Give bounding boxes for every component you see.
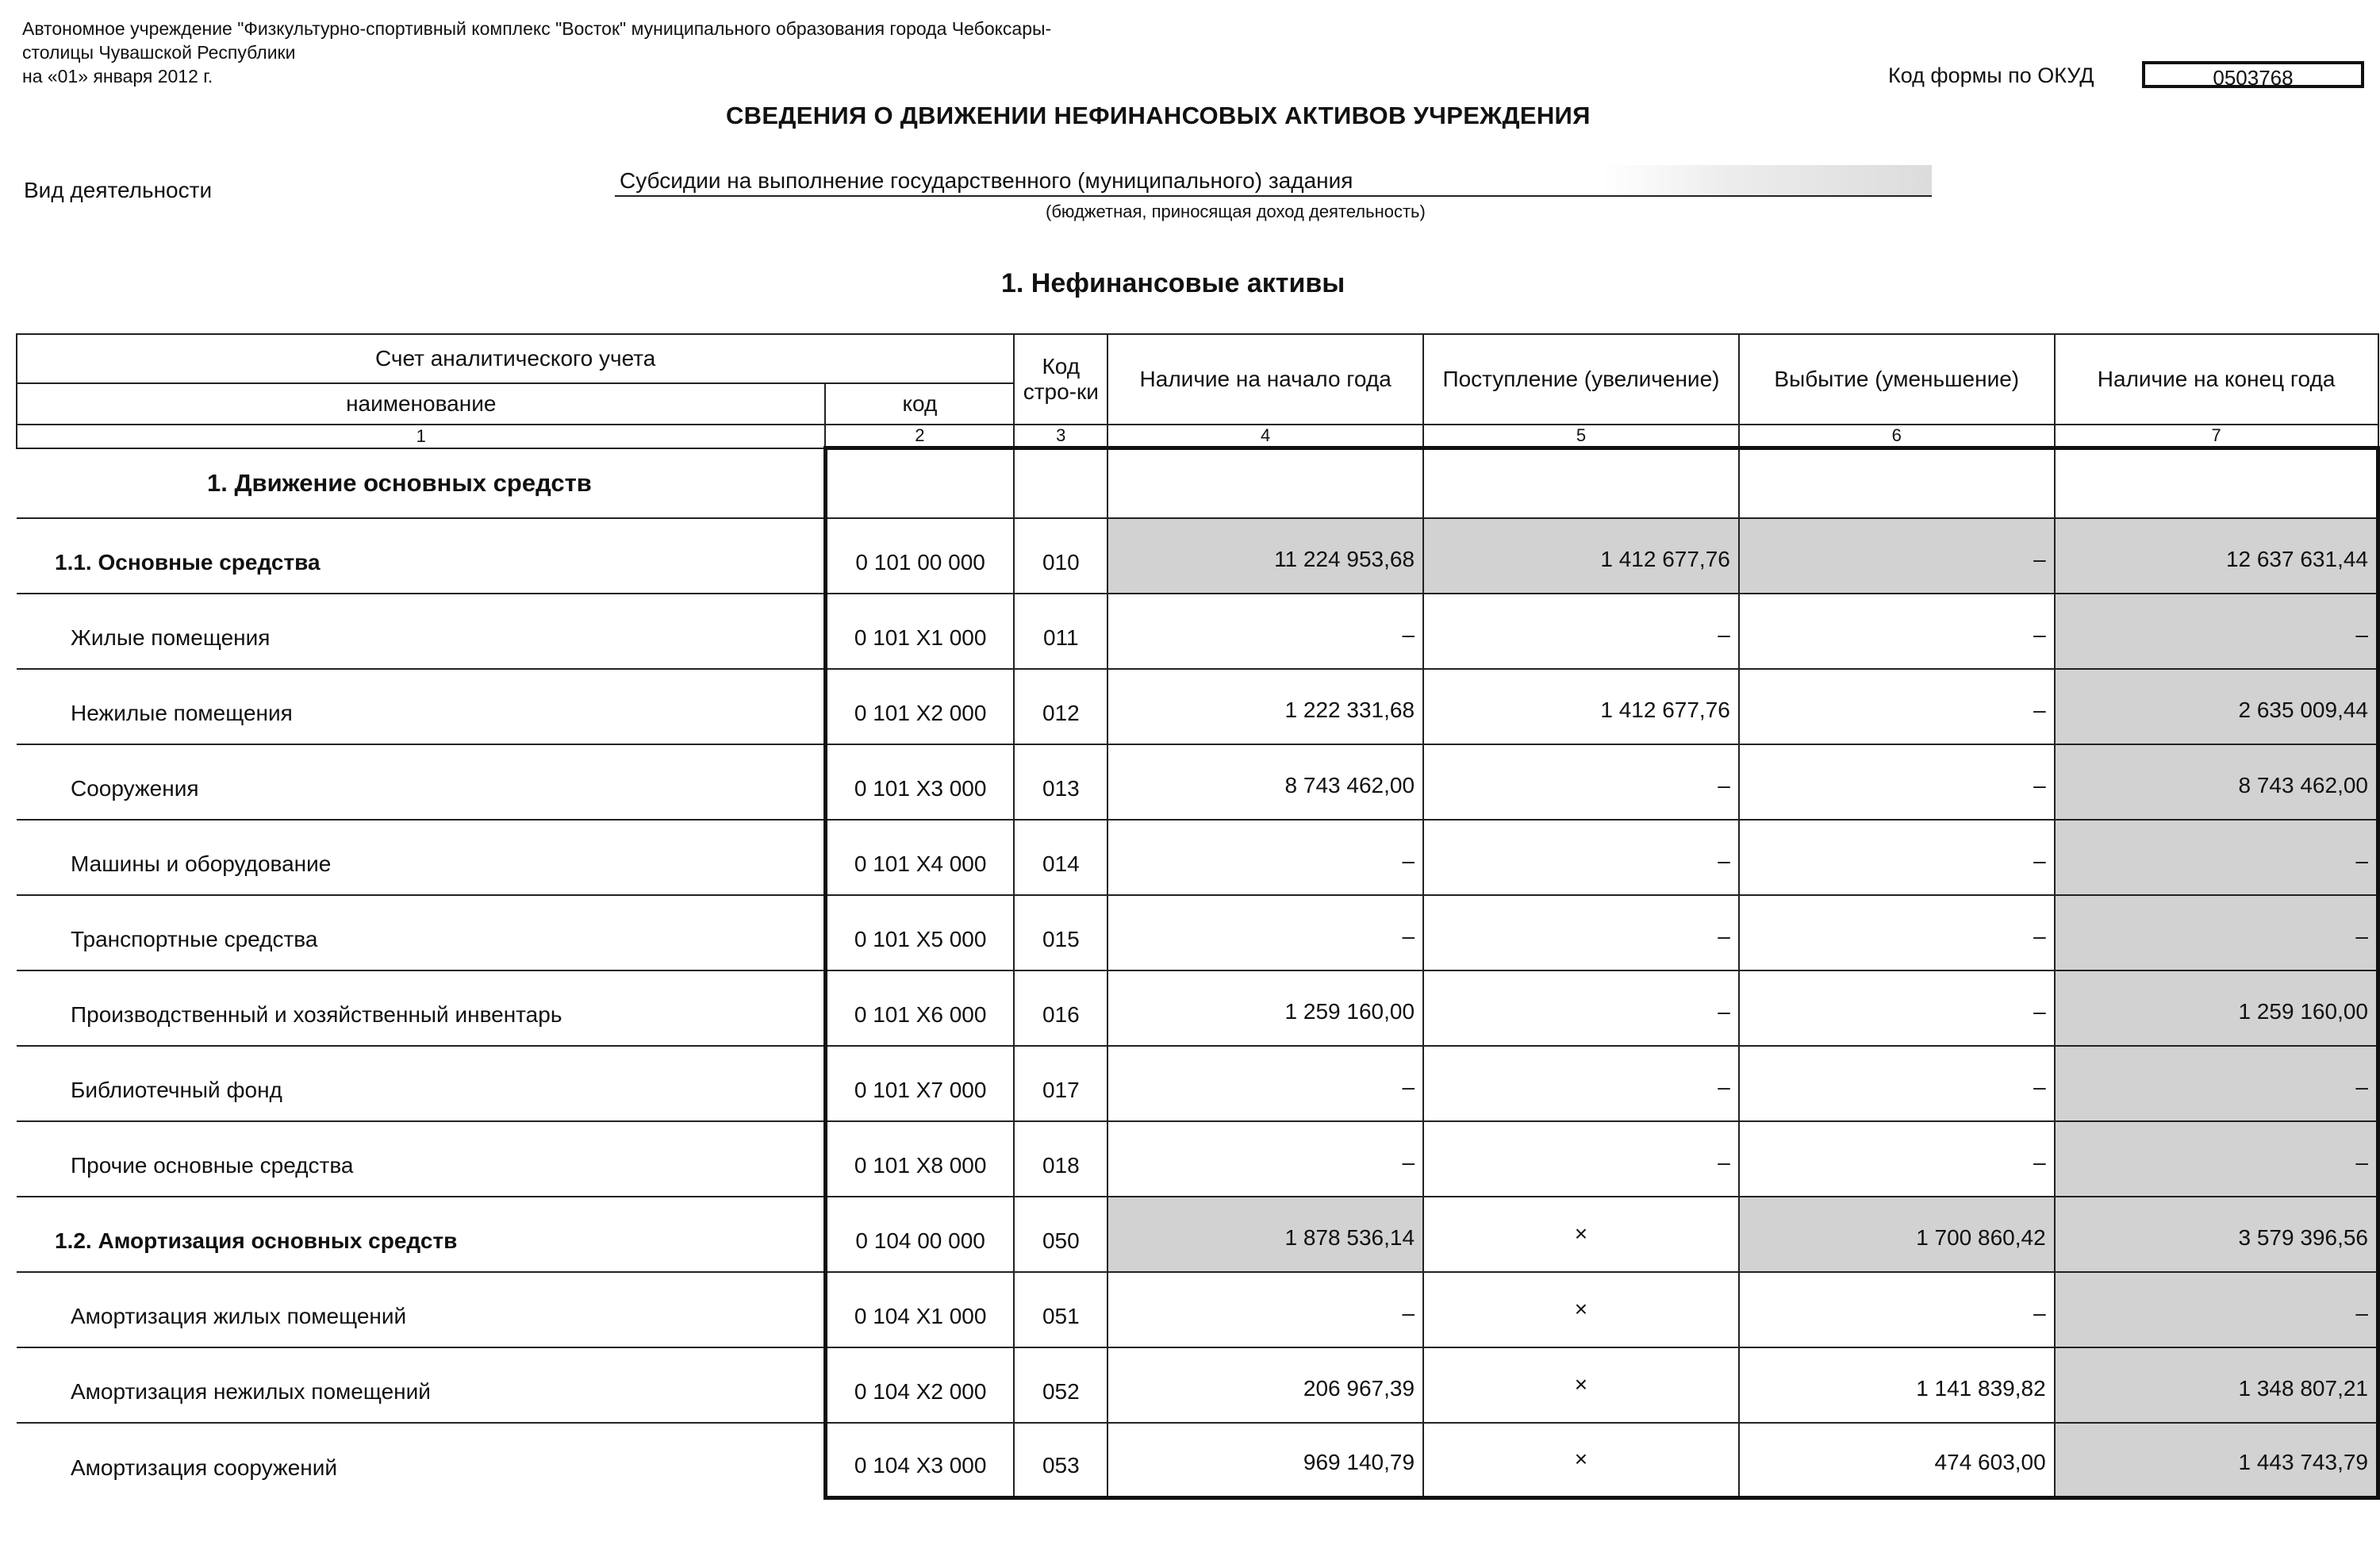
row-line: 014 xyxy=(1014,820,1107,895)
row-income: – xyxy=(1423,594,1739,669)
row-outgo: – xyxy=(1739,594,2055,669)
row-end: – xyxy=(2055,1121,2378,1197)
col-number: 2 xyxy=(825,425,1014,448)
row-income: × xyxy=(1423,1197,1739,1272)
okud-label: Код формы по ОКУД xyxy=(1888,63,2094,87)
table-row xyxy=(17,669,2378,744)
header-outgo: Выбытие (уменьшение) xyxy=(1739,334,2055,425)
col-number: 6 xyxy=(1739,425,2055,448)
row-outgo: – xyxy=(1739,744,2055,820)
row-code: 0 104 X3 000 xyxy=(825,1423,1014,1498)
row-line: 018 xyxy=(1014,1121,1107,1197)
row-name: Жилые помещения xyxy=(17,594,825,669)
row-name: Производственный и хозяйственный инвентарь xyxy=(17,970,825,1046)
col-number: 3 xyxy=(1014,425,1107,448)
row-income: – xyxy=(1423,820,1739,895)
row-line: 011 xyxy=(1014,594,1107,669)
row-name: Транспортные средства xyxy=(17,895,825,970)
activity-label: Вид деятельности xyxy=(24,178,213,202)
row-begin: – xyxy=(1107,1046,1423,1121)
row-outgo: 1 700 860,42 xyxy=(1739,1197,2055,1272)
row-name: Амортизация жилых помещений xyxy=(17,1272,825,1347)
row-begin: 1 878 536,14 xyxy=(1107,1197,1423,1272)
activity-value: Субсидии на выполнение государственного (муниципального) задания xyxy=(615,165,1932,197)
report-date: на «01» января 2012 г. xyxy=(22,66,213,86)
row-begin: – xyxy=(1107,594,1423,669)
table-row xyxy=(17,518,2378,594)
row-end: – xyxy=(2055,1046,2378,1121)
row-end: 1 348 807,21 xyxy=(2055,1347,2378,1423)
row-end: – xyxy=(2055,594,2378,669)
row-begin: – xyxy=(1107,820,1423,895)
row-code: 0 101 X4 000 xyxy=(825,820,1014,895)
row-income: – xyxy=(1423,1046,1739,1121)
row-line: 050 xyxy=(1014,1197,1107,1272)
okud-code-box: 0503768 xyxy=(2142,61,2364,88)
row-code: 0 101 X1 000 xyxy=(825,594,1014,669)
row-end: – xyxy=(2055,895,2378,970)
row-end: – xyxy=(2055,820,2378,895)
row-line: 015 xyxy=(1014,895,1107,970)
row-line: 013 xyxy=(1014,744,1107,820)
row-begin: 206 967,39 xyxy=(1107,1347,1423,1423)
row-code: 0 104 X1 000 xyxy=(825,1272,1014,1347)
row-begin: 1 259 160,00 xyxy=(1107,970,1423,1046)
header-income: Поступление (увеличение) xyxy=(1423,334,1739,425)
section-title: 1. Нефинансовые активы xyxy=(1001,268,1345,298)
section-movement-title: 1. Движение основных средств xyxy=(17,448,825,518)
row-income: 1 412 677,76 xyxy=(1423,518,1739,594)
row-name: Амортизация сооружений xyxy=(17,1423,825,1498)
row-line: 016 xyxy=(1014,970,1107,1046)
row-begin: 11 224 953,68 xyxy=(1107,518,1423,594)
row-income: 1 412 677,76 xyxy=(1423,669,1739,744)
row-name: Сооружения xyxy=(17,744,825,820)
row-outgo: – xyxy=(1739,1272,2055,1347)
header-begin: Наличие на начало года xyxy=(1107,334,1423,425)
row-outgo: 1 141 839,82 xyxy=(1739,1347,2055,1423)
row-line: 010 xyxy=(1014,518,1107,594)
row-income: – xyxy=(1423,895,1739,970)
header-name: наименование xyxy=(17,383,825,425)
row-line: 012 xyxy=(1014,669,1107,744)
header-end: Наличие на конец года xyxy=(2055,334,2378,425)
row-end: 1 443 743,79 xyxy=(2055,1423,2378,1498)
row-name: Библиотечный фонд xyxy=(17,1046,825,1121)
row-code: 0 101 X5 000 xyxy=(825,895,1014,970)
table-row xyxy=(17,895,2378,970)
activity-hint: (бюджетная, приносящая доход деятельность) xyxy=(1046,202,1426,221)
row-name: 1.1. Основные средства xyxy=(17,518,825,594)
org-name-line1: Автономное учреждение "Физкультурно-спортивный комплекс "Восток" муниципального образования города Чебоксары- xyxy=(22,18,1052,39)
row-outgo: 474 603,00 xyxy=(1739,1423,2055,1498)
row-code: 0 101 X8 000 xyxy=(825,1121,1014,1197)
row-code: 0 101 X6 000 xyxy=(825,970,1014,1046)
row-code: 0 101 X2 000 xyxy=(825,669,1014,744)
row-name: Амортизация нежилых помещений xyxy=(17,1347,825,1423)
nonfinancial-assets-table xyxy=(16,333,2380,1500)
table-row xyxy=(17,1197,2378,1272)
row-end: 2 635 009,44 xyxy=(2055,669,2378,744)
table-row xyxy=(17,744,2378,820)
table-row xyxy=(17,1272,2378,1347)
table-row xyxy=(17,970,2378,1046)
row-income: – xyxy=(1423,970,1739,1046)
row-end: 3 579 396,56 xyxy=(2055,1197,2378,1272)
table-row xyxy=(17,1423,2378,1498)
row-code: 0 104 00 000 xyxy=(825,1197,1014,1272)
row-outgo: – xyxy=(1739,970,2055,1046)
header-line-code: Код стро-ки xyxy=(1014,334,1107,425)
table-row xyxy=(17,820,2378,895)
col-number: 4 xyxy=(1107,425,1423,448)
row-line: 052 xyxy=(1014,1347,1107,1423)
col-number: 1 xyxy=(17,425,825,448)
row-outgo: – xyxy=(1739,1046,2055,1121)
row-end: 8 743 462,00 xyxy=(2055,744,2378,820)
table-row xyxy=(17,1046,2378,1121)
row-begin: – xyxy=(1107,1272,1423,1347)
row-name: 1.2. Амортизация основных средств xyxy=(17,1197,825,1272)
row-outgo: – xyxy=(1739,895,2055,970)
row-begin: 969 140,79 xyxy=(1107,1423,1423,1498)
row-line: 017 xyxy=(1014,1046,1107,1121)
table-row xyxy=(17,594,2378,669)
row-name: Нежилые помещения xyxy=(17,669,825,744)
row-outgo: – xyxy=(1739,518,2055,594)
row-outgo: – xyxy=(1739,820,2055,895)
table-row xyxy=(17,1121,2378,1197)
row-income: × xyxy=(1423,1272,1739,1347)
col-number: 7 xyxy=(2055,425,2378,448)
row-code: 0 101 X3 000 xyxy=(825,744,1014,820)
row-begin: 8 743 462,00 xyxy=(1107,744,1423,820)
table-row xyxy=(17,1347,2378,1423)
header-account: Счет аналитического учета xyxy=(17,334,1014,383)
row-end: 1 259 160,00 xyxy=(2055,970,2378,1046)
row-outgo: – xyxy=(1739,1121,2055,1197)
row-begin: 1 222 331,68 xyxy=(1107,669,1423,744)
row-income: – xyxy=(1423,1121,1739,1197)
row-begin: – xyxy=(1107,1121,1423,1197)
org-name-line2: столицы Чувашской Республики xyxy=(22,42,296,63)
header-code: код xyxy=(825,383,1014,425)
row-line: 051 xyxy=(1014,1272,1107,1347)
row-name: Машины и оборудование xyxy=(17,820,825,895)
row-line: 053 xyxy=(1014,1423,1107,1498)
row-income: × xyxy=(1423,1423,1739,1498)
row-outgo: – xyxy=(1739,669,2055,744)
row-end: 12 637 631,44 xyxy=(2055,518,2378,594)
row-code: 0 104 X2 000 xyxy=(825,1347,1014,1423)
row-code: 0 101 00 000 xyxy=(825,518,1014,594)
row-income: – xyxy=(1423,744,1739,820)
row-name: Прочие основные средства xyxy=(17,1121,825,1197)
row-code: 0 101 X7 000 xyxy=(825,1046,1014,1121)
page-title: СВЕДЕНИЯ О ДВИЖЕНИИ НЕФИНАНСОВЫХ АКТИВОВ УЧРЕЖДЕНИЯ xyxy=(726,102,1591,129)
row-end: – xyxy=(2055,1272,2378,1347)
row-begin: – xyxy=(1107,895,1423,970)
row-income: × xyxy=(1423,1347,1739,1423)
col-number: 5 xyxy=(1423,425,1739,448)
